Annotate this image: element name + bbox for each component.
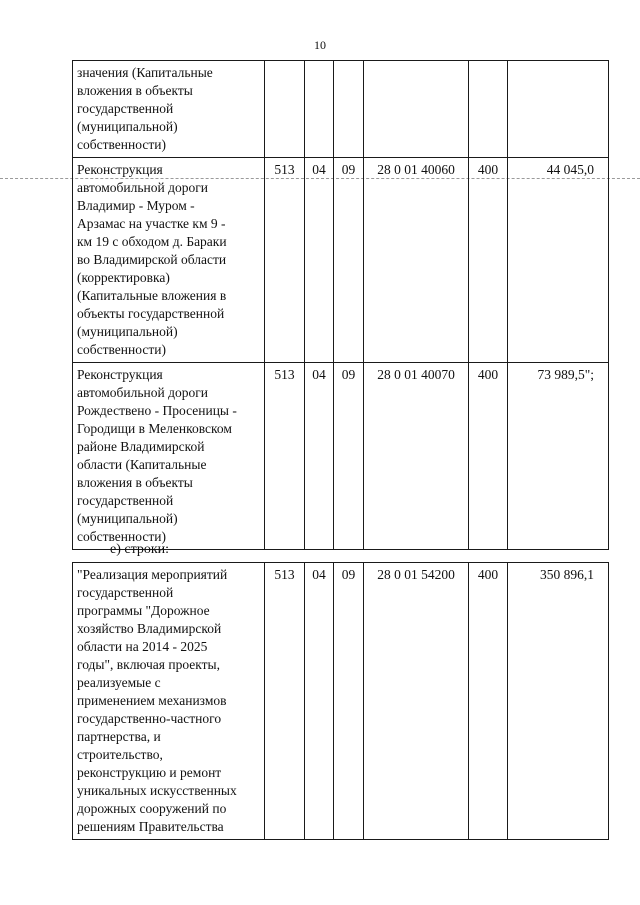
podrazdel-cell: 09 — [334, 563, 364, 840]
podrazdel-cell: 09 — [334, 158, 364, 363]
item-name-cell: Реконструкция автомобильной дороги Рождествено - Просеницы - Городищи в Меленковском районе Владимирской области (Капитальные вложения в объекты государственной (муниципальной) собственности) — [73, 363, 265, 550]
amount-cell: 350 896,1 — [508, 563, 609, 840]
expense-type-cell: 400 — [469, 563, 508, 840]
item-name-cell: значения (Капитальные вложения в объекты государственной (муниципальной) собственности) — [73, 61, 265, 158]
amount-cell: 44 045,0 — [508, 158, 609, 363]
target-article-cell: 28 0 01 54200 — [364, 563, 469, 840]
table-row — [73, 61, 609, 158]
section-label: е) строки: — [110, 542, 170, 557]
budget-table-continued — [72, 60, 609, 550]
target-article-cell: 28 0 01 40060 — [364, 158, 469, 363]
podrazdel-cell — [334, 61, 364, 158]
item-name-cell: "Реализация мероприятий государственной программы "Дорожное хозяйство Владимирской области на 2014 - 2025 годы", включая проекты, реализуемые с применением механизмов государственно-частного партнерства, и строительство, реконструкцию и ремонт уникальных искусственных дорожных сооружений по решениям Правительства — [73, 563, 265, 840]
item-name-cell: Реконструкция автомобильной дороги Владимир - Муром - Арзамас на участке км 9 - км 19 с обходом д. Бараки во Владимирской области (корректировка) (Капитальные вложения в объекты государственной (муниципальной) собственности) — [73, 158, 265, 363]
amount-cell — [508, 61, 609, 158]
target-article-cell — [364, 61, 469, 158]
table-row — [73, 158, 609, 363]
razdel-cell — [305, 61, 334, 158]
podrazdel-cell: 09 — [334, 363, 364, 550]
table-row — [73, 363, 609, 550]
amount-cell: 73 989,5"; — [508, 363, 609, 550]
glava-cell: 513 — [265, 363, 305, 550]
expense-type-cell: 400 — [469, 158, 508, 363]
glava-cell: 513 — [265, 158, 305, 363]
expense-type-cell — [469, 61, 508, 158]
razdel-cell: 04 — [305, 363, 334, 550]
target-article-cell: 28 0 01 40070 — [364, 363, 469, 550]
glava-cell: 513 — [265, 563, 305, 840]
expense-type-cell: 400 — [469, 363, 508, 550]
budget-table-new-rows — [72, 562, 609, 840]
razdel-cell: 04 — [305, 158, 334, 363]
glava-cell — [265, 61, 305, 158]
page-number: 10 — [314, 38, 326, 52]
table-row — [73, 563, 609, 840]
razdel-cell: 04 — [305, 563, 334, 840]
